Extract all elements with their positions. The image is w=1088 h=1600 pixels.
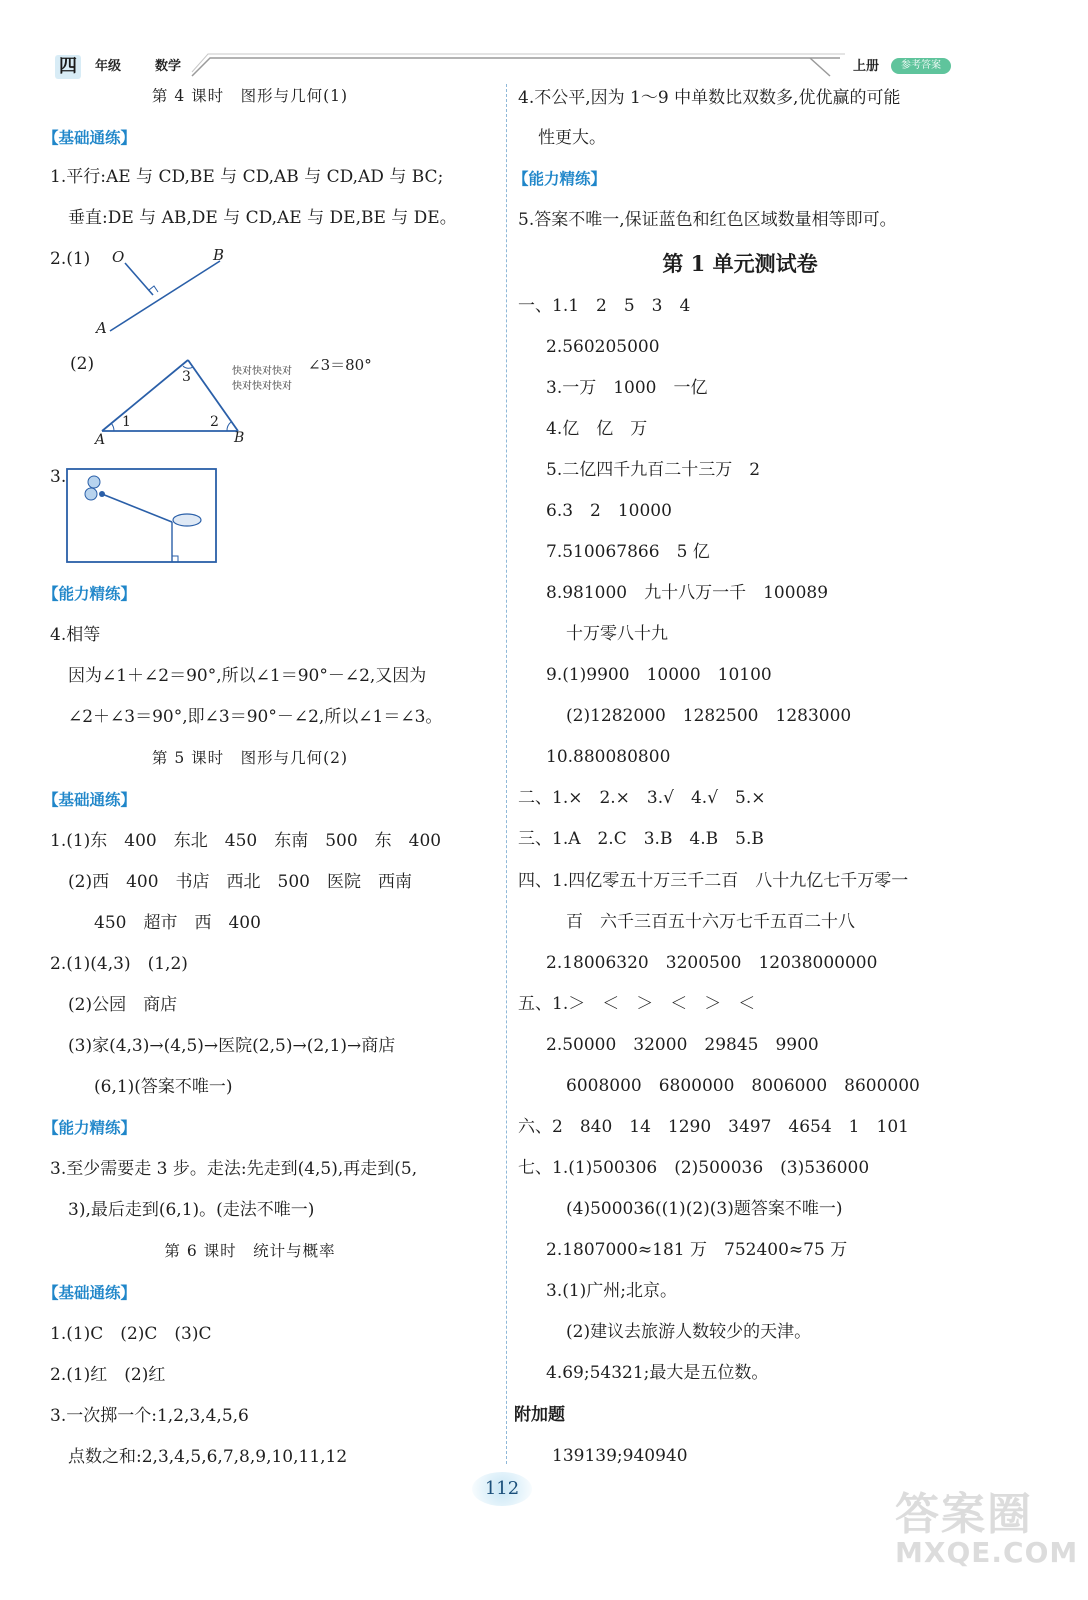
ans-4-2: 2.18006320 3200500 12038000000 [546,953,878,973]
section-title-5: 第 5 课时 图形与几何(2) [151,749,349,767]
q1-line1: 1.平行:AE 与 CD,BE 与 CD,AB 与 CD,AD 与 BC; [50,167,444,187]
ans-section-2: 二、1.× 2.× 3.√ 4.√ 5.× [518,788,766,808]
extra-answer: 139139;940940 [552,1446,688,1466]
s6-q3-line2: 点数之和:2,3,4,5,6,7,8,9,10,11,12 [68,1447,348,1467]
figure-triangle [92,350,392,450]
fig2-angle-3: 3 [182,369,191,385]
section-title-4: 第 4 课时 图形与几何(1) [151,87,349,105]
extra-title: 附加题 [514,1405,565,1425]
tag-basic-practice-3: 【基础通练】 [43,1284,137,1302]
section-title-6: 第 6 课时 统计与概率 [164,1242,336,1260]
page-number: 112 [472,1472,532,1506]
s6-q2: 2.(1)红 (2)红 [50,1365,166,1385]
ans-5-2-line1: 2.50000 32000 29845 9900 [546,1035,819,1055]
fig1-label-o: O [112,248,125,266]
ans-1-4: 4.亿 亿 万 [546,419,648,439]
r-q4-line2: 性更大。 [538,128,606,148]
s6-q1: 1.(1)C (2)C (3)C [50,1324,212,1344]
fig2-angle-1: 1 [122,414,131,430]
s5-q1-line1: 1.(1)东 400 东北 450 东南 500 东 400 [50,831,442,851]
ans-1-8-line2: 十万零八十九 [566,624,668,644]
s5-q3-line1: 3.至少需要走 3 步。走法:先走到(4,5),再走到(5, [50,1159,418,1179]
tag-ability-practice: 【能力精练】 [43,585,137,603]
s5-q2-line2: (2)公园 商店 [68,995,178,1015]
q4-line1: 因为∠1＋∠2＝90°,所以∠1＝90°－∠2,又因为 [68,666,427,686]
q2-2-label: (2) [70,354,95,374]
figure-perpendicular [95,243,245,343]
fig2-note-1: 快对快对快对 [232,366,292,377]
s5-q2-line4: (6,1)(答案不唯一) [94,1077,233,1097]
ans-1-2: 2.560205000 [546,337,660,357]
ans-7-4: 4.69;54321;最大是五位数。 [546,1363,769,1383]
grade-label: 年级 [95,59,122,74]
q1-line2: 垂直:DE 与 AB,DE 与 CD,AE 与 DE,BE 与 DE。 [68,208,457,228]
unit-test-title: 第 1 单元测试卷 [662,251,818,276]
s5-q1-line3: 450 超市 西 400 [94,913,261,933]
ans-1-8-line1: 8.981000 九十八万一千 100089 [546,583,829,603]
tag-basic-practice-2: 【基础通练】 [43,791,137,809]
ans-section-6: 六、2 840 14 1290 3497 4654 1 101 [518,1117,909,1137]
ans-1-5: 5.二亿四千九百二十三万 2 [546,460,761,480]
fig2-label-b: B [234,430,245,446]
s5-q3-line2: 3),最后走到(6,1)。(走法不唯一) [68,1200,315,1220]
ans-5-1: 五、1.＞ ＜ ＞ ＜ ＞ ＜ [518,994,756,1014]
subject-label: 数学 [155,59,182,74]
s6-q3-line1: 3.一次掷一个:1,2,3,4,5,6 [50,1406,249,1426]
fig2-note-2: 快对快对快对 [232,381,292,392]
s5-q1-line2: (2)西 400 书店 西北 500 医院 西南 [68,872,412,892]
ans-1-1: 一、1.1 2 5 3 4 [518,296,691,316]
ans-7-2: 2.1807000≈181 万 752400≈75 万 [546,1240,848,1260]
s5-q2-line1: 2.(1)(4,3) (1,2) [50,954,188,974]
fig2-angle-value: ∠3＝80° [308,356,372,374]
q2-1-label: 2.(1) [50,249,91,269]
watermark-logo: 答案圈 [895,1489,1033,1540]
tag-basic-practice: 【基础通练】 [43,129,137,147]
ans-5-2-line2: 6008000 6800000 8006000 8600000 [566,1076,920,1096]
ans-1-9-line2: (2)1282000 1282500 1283000 [566,706,852,726]
fig1-label-a: A [96,319,107,337]
header-rule [190,52,850,82]
ans-7-3-line1: 3.(1)广州;北京。 [546,1281,678,1301]
ans-4-1-line2: 百 六千三百五十六万七千五百二十八 [566,912,855,932]
tag-ability-practice-2: 【能力精练】 [43,1119,137,1137]
s5-q2-line3: (3)家(4,3)→(4,5)→医院(2,5)→(2,1)→商店 [68,1036,396,1056]
q4-answer: 4.相等 [50,625,101,645]
tag-ability-practice-right: 【能力精练】 [513,170,607,188]
ans-section-3: 三、1.A 2.C 3.B 4.B 5.B [518,829,764,849]
q3-label: 3. [50,467,67,487]
r-q4-line1: 4.不公平,因为 1～9 中单数比双数多,优优赢的可能 [518,88,901,108]
grade-badge: 四 [55,55,81,79]
ans-1-7: 7.510067866 5 亿 [546,542,710,562]
animal-icon [85,476,105,500]
fig2-angle-2: 2 [210,414,219,430]
ans-1-10: 10.880080800 [546,747,671,767]
ans-1-9-line1: 9.(1)9900 10000 10100 [546,665,772,685]
ans-7-1-line2: (4)500036((1)(2)(3)题答案不唯一) [566,1199,843,1219]
figure-rectangle [66,468,218,564]
ans-1-3: 3.一万 1000 一亿 [546,378,708,398]
ans-1-6: 6.3 2 10000 [546,501,672,521]
column-divider [506,84,507,1464]
ans-4-1-line1: 四、1.四亿零五十万三千二百 八十九亿七千万零一 [518,871,909,891]
r-q5: 5.答案不唯一,保证蓝色和红色区域数量相等即可。 [518,210,897,230]
q4-line2: ∠2＋∠3＝90°,即∠3＝90°－∠2,所以∠1＝∠3。 [68,707,443,727]
answer-badge: 参考答案 [891,58,951,74]
watermark-url: MXQE.COM [895,1536,1079,1569]
volume-label: 上册 [853,59,880,74]
ans-7-1-line1: 七、1.(1)500306 (2)500036 (3)536000 [518,1158,870,1178]
fig2-label-a: A [95,432,106,448]
fig1-label-b: B [213,246,225,264]
ans-7-3-line2: (2)建议去旅游人数较少的天津。 [566,1322,812,1342]
